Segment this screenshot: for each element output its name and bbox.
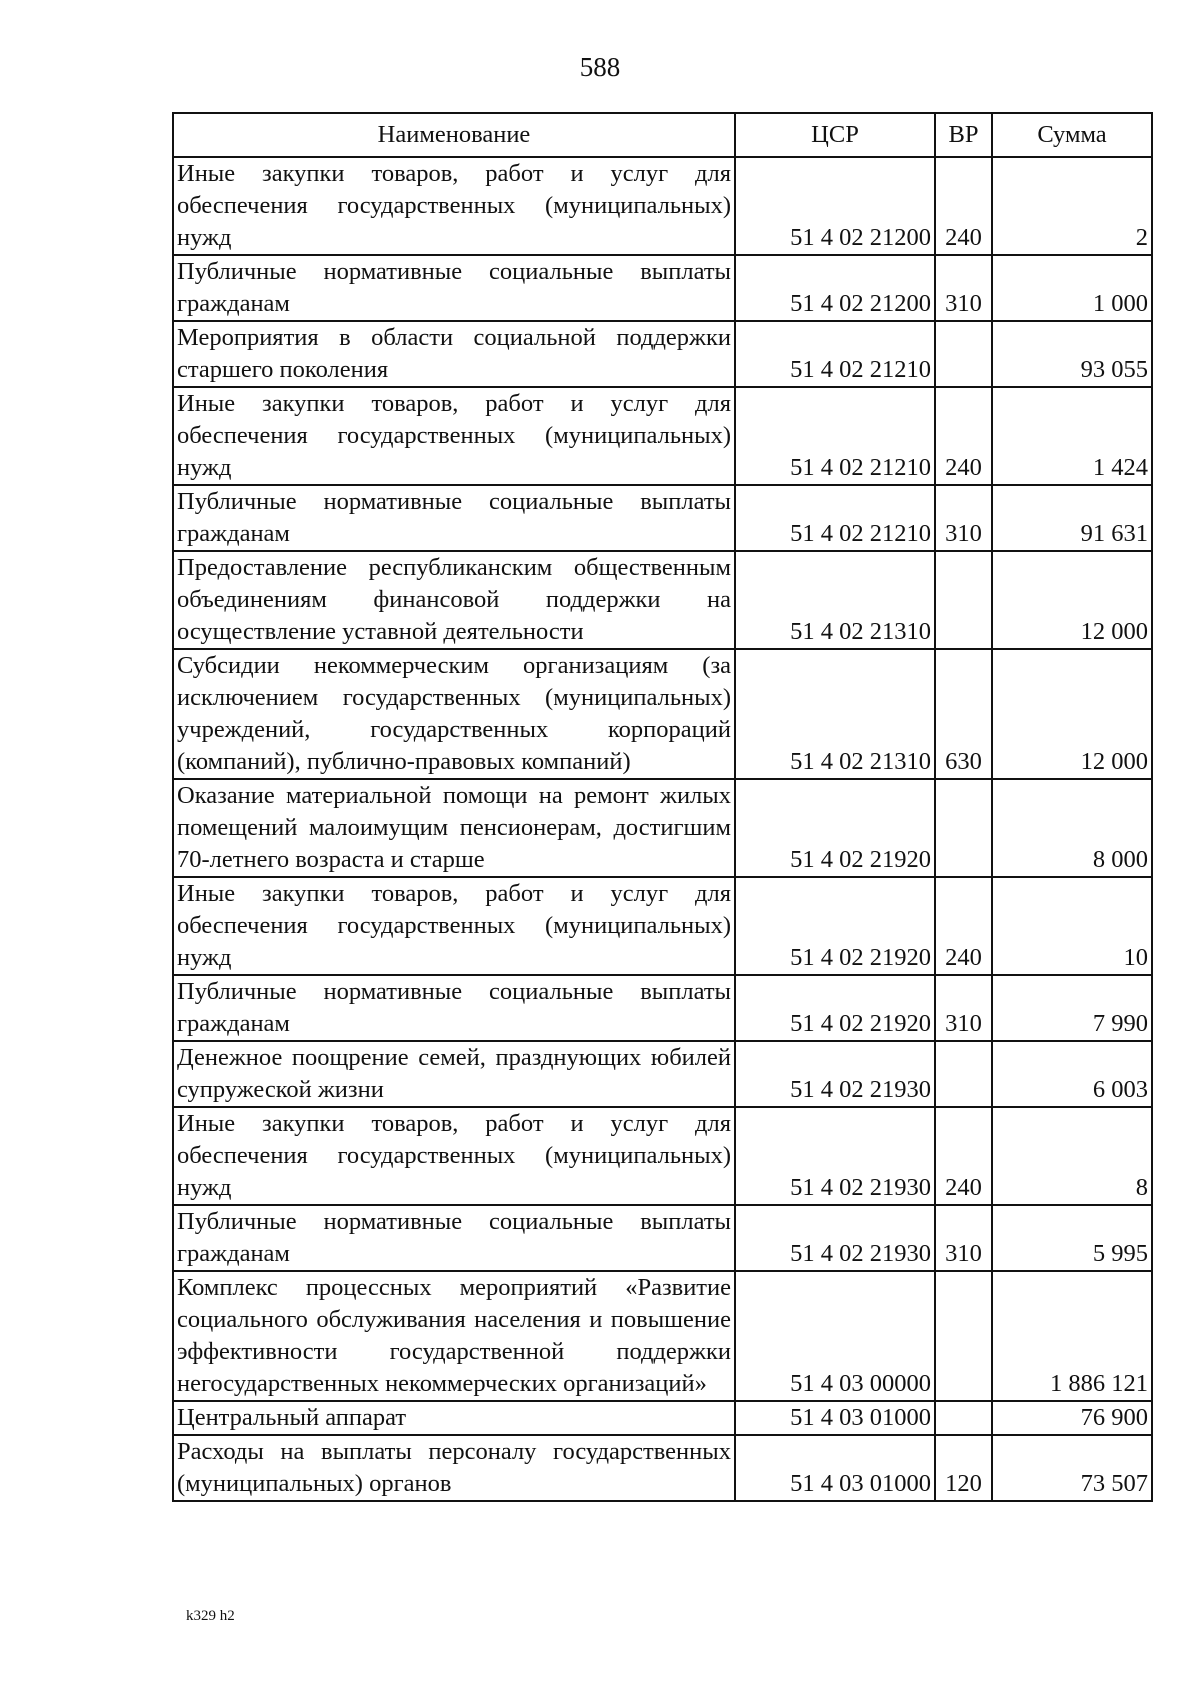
row-sum: 1 886 121 bbox=[992, 1271, 1152, 1401]
row-vr: 240 bbox=[935, 387, 992, 485]
row-name: Субсидии некоммерческим организациям (за исключением государственных (муниципальных) учреждений, государственных корпораций (компаний), публично-правовых компаний) bbox=[173, 649, 735, 779]
row-name: Иные закупки товаров, работ и услуг для обеспечения государственных (муниципальных) нужд bbox=[173, 157, 735, 255]
row-name: Иные закупки товаров, работ и услуг для обеспечения государственных (муниципальных) нужд bbox=[173, 877, 735, 975]
row-vr bbox=[935, 551, 992, 649]
table-row bbox=[173, 975, 1152, 1041]
table-header-row bbox=[173, 113, 1152, 157]
table-row bbox=[173, 255, 1152, 321]
row-vr: 240 bbox=[935, 877, 992, 975]
row-sum: 93 055 bbox=[992, 321, 1152, 387]
page-number: 588 bbox=[579, 52, 621, 82]
row-csr: 51 4 02 21310 bbox=[735, 551, 935, 649]
row-csr: 51 4 02 21200 bbox=[735, 255, 935, 321]
row-sum: 76 900 bbox=[992, 1401, 1152, 1435]
row-csr: 51 4 03 01000 bbox=[735, 1401, 935, 1435]
row-vr: 310 bbox=[935, 1205, 992, 1271]
row-vr: 240 bbox=[935, 157, 992, 255]
row-sum: 5 995 bbox=[992, 1205, 1152, 1271]
row-vr: 310 bbox=[935, 975, 992, 1041]
header-vr: ВР bbox=[935, 113, 992, 157]
row-vr bbox=[935, 779, 992, 877]
row-csr: 51 4 02 21210 bbox=[735, 485, 935, 551]
row-sum: 6 003 bbox=[992, 1041, 1152, 1107]
header-csr: ЦСР bbox=[735, 113, 935, 157]
table-row bbox=[173, 485, 1152, 551]
row-name: Комплекс процессных мероприятий «Развитие социального обслуживания населения и повышение эффективности государственной поддержки негосударственных некоммерческих организаций» bbox=[173, 1271, 735, 1401]
row-sum: 12 000 bbox=[992, 551, 1152, 649]
row-vr: 310 bbox=[935, 485, 992, 551]
row-name: Центральный аппарат bbox=[173, 1401, 735, 1435]
row-vr bbox=[935, 321, 992, 387]
row-sum: 8 000 bbox=[992, 779, 1152, 877]
table-row bbox=[173, 157, 1152, 255]
row-name: Расходы на выплаты персоналу государственных (муниципальных) органов bbox=[173, 1435, 735, 1501]
row-vr: 310 bbox=[935, 255, 992, 321]
table-row bbox=[173, 1435, 1152, 1501]
row-vr bbox=[935, 1271, 992, 1401]
table-row bbox=[173, 551, 1152, 649]
row-sum: 91 631 bbox=[992, 485, 1152, 551]
row-csr: 51 4 02 21920 bbox=[735, 877, 935, 975]
row-csr: 51 4 02 21930 bbox=[735, 1107, 935, 1205]
budget-table bbox=[172, 112, 1153, 1502]
row-name: Публичные нормативные социальные выплаты гражданам bbox=[173, 255, 735, 321]
row-name: Иные закупки товаров, работ и услуг для обеспечения государственных (муниципальных) нужд bbox=[173, 1107, 735, 1205]
table-row bbox=[173, 321, 1152, 387]
footer-code: k329 h2 bbox=[186, 1608, 235, 1624]
row-name: Публичные нормативные социальные выплаты гражданам bbox=[173, 1205, 735, 1271]
table-row bbox=[173, 1401, 1152, 1435]
row-name: Мероприятия в области социальной поддержки старшего поколения bbox=[173, 321, 735, 387]
row-vr: 120 bbox=[935, 1435, 992, 1501]
table-row bbox=[173, 1041, 1152, 1107]
row-sum: 73 507 bbox=[992, 1435, 1152, 1501]
row-name: Публичные нормативные социальные выплаты гражданам bbox=[173, 975, 735, 1041]
row-vr bbox=[935, 1401, 992, 1435]
row-csr: 51 4 02 21210 bbox=[735, 321, 935, 387]
row-csr: 51 4 02 21310 bbox=[735, 649, 935, 779]
row-sum: 1 000 bbox=[992, 255, 1152, 321]
row-csr: 51 4 02 21920 bbox=[735, 779, 935, 877]
header-name: Наименование bbox=[173, 113, 735, 157]
row-name: Публичные нормативные социальные выплаты гражданам bbox=[173, 485, 735, 551]
table-row bbox=[173, 1107, 1152, 1205]
row-csr: 51 4 03 01000 bbox=[735, 1435, 935, 1501]
row-sum: 8 bbox=[992, 1107, 1152, 1205]
row-name: Оказание материальной помощи на ремонт жилых помещений малоимущим пенсионерам, достигшим 70-летнего возраста и старше bbox=[173, 779, 735, 877]
table-row bbox=[173, 649, 1152, 779]
table-row bbox=[173, 779, 1152, 877]
row-vr: 240 bbox=[935, 1107, 992, 1205]
table-row bbox=[173, 1205, 1152, 1271]
row-csr: 51 4 02 21930 bbox=[735, 1205, 935, 1271]
row-vr: 630 bbox=[935, 649, 992, 779]
row-csr: 51 4 02 21200 bbox=[735, 157, 935, 255]
header-sum: Сумма bbox=[992, 113, 1152, 157]
table-row bbox=[173, 1271, 1152, 1401]
table-row bbox=[173, 387, 1152, 485]
row-name: Денежное поощрение семей, празднующих юбилей супружеской жизни bbox=[173, 1041, 735, 1107]
row-csr: 51 4 03 00000 bbox=[735, 1271, 935, 1401]
row-sum: 12 000 bbox=[992, 649, 1152, 779]
table-row bbox=[173, 877, 1152, 975]
row-name: Предоставление республиканским общественным объединениям финансовой поддержки на осуществление уставной деятельности bbox=[173, 551, 735, 649]
row-csr: 51 4 02 21920 bbox=[735, 975, 935, 1041]
row-csr: 51 4 02 21930 bbox=[735, 1041, 935, 1107]
row-sum: 2 bbox=[992, 157, 1152, 255]
row-vr bbox=[935, 1041, 992, 1107]
row-sum: 7 990 bbox=[992, 975, 1152, 1041]
row-sum: 10 bbox=[992, 877, 1152, 975]
row-csr: 51 4 02 21210 bbox=[735, 387, 935, 485]
row-name: Иные закупки товаров, работ и услуг для обеспечения государственных (муниципальных) нужд bbox=[173, 387, 735, 485]
row-sum: 1 424 bbox=[992, 387, 1152, 485]
